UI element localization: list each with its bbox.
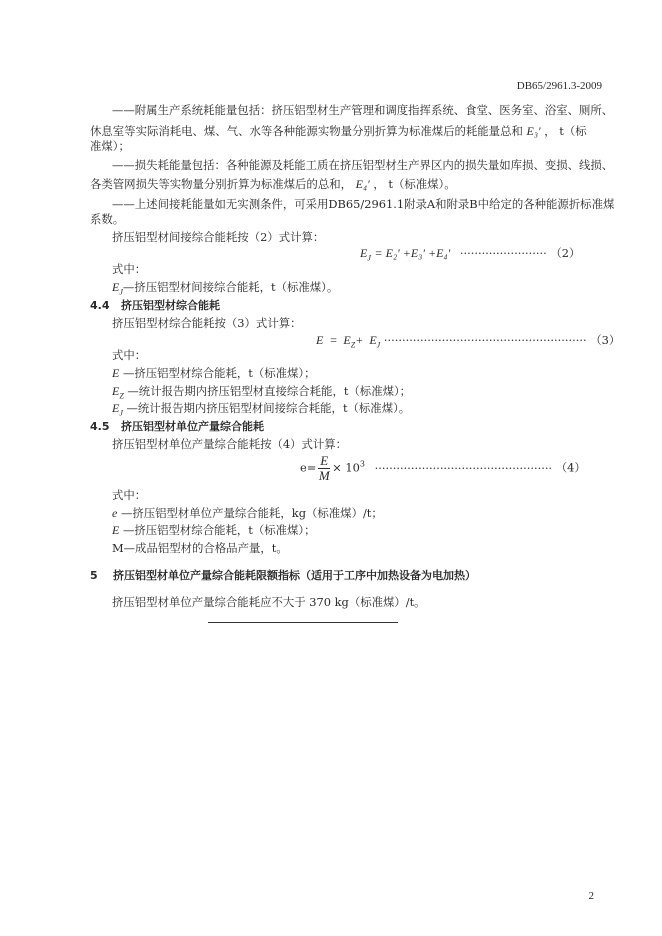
attached-line-3: 准煤）； xyxy=(90,139,130,153)
section-4-5-title: 挤压铝型材单位产量综合能耗 xyxy=(121,420,264,433)
attached-line-1: ——附属生产系统耗能量包括：挤压铝型材生产管理和调度指挥系统、食堂、医务室、浴室、厕所、 xyxy=(112,103,614,117)
section-5-number: 5 xyxy=(90,569,98,582)
page-number: 2 xyxy=(588,890,594,902)
section-4-4-title: 挤压铝型材综合能耗 xyxy=(121,299,220,312)
def-4-e-text: —挤压铝型材综合能耗，t（标准煤）； xyxy=(119,523,316,537)
formula-4-lhs: e= xyxy=(300,460,317,475)
loss-line-1: ——损失耗能量包括：各种能源及耗能工质在挤压铝型材生产界区内的损失量如库损、变损、线损、 xyxy=(112,158,614,172)
section-5-heading xyxy=(90,568,476,583)
section-4-4-number: 4.4 xyxy=(90,299,110,312)
formula-2 xyxy=(360,245,580,262)
formula-2-expr: = E₂′ +E₃′ +E₄′ xyxy=(374,246,451,260)
formula-4-denominator: M xyxy=(318,468,330,483)
attached-line-2 xyxy=(90,124,587,139)
formula-2-number: （2） xyxy=(550,246,581,260)
formula-2-lhs: $E_J$ xyxy=(360,246,371,263)
def-3-ez-symbol: $E_Z$ xyxy=(112,384,124,401)
def-4-e-lower-text: —挤压铝型材单位产量综合能耗，kg（标准煤）/t； xyxy=(117,506,383,520)
formula-4-number: （4） xyxy=(555,460,586,475)
formula-2-intro: 挤压铝型材间接综合能耗按（2）式计算： xyxy=(112,230,325,244)
formula-3 xyxy=(316,332,620,349)
formula-4-intro: 挤压铝型材单位产量综合能耗按（4）式计算： xyxy=(112,437,348,451)
loss-line-2 xyxy=(90,177,456,192)
formula-3-dots: ························································ xyxy=(383,333,587,347)
formula-3-intro: 挤压铝型材综合能耗按（3）式计算： xyxy=(112,316,302,330)
where-3: 式中： xyxy=(112,348,147,362)
attached-symbol: E₃′ xyxy=(526,124,541,138)
def-4-m: M—成品铝型材的合格品产量，t。 xyxy=(112,541,288,555)
limit-text: 挤压铝型材单位产量综合能耗应不大于 370 kg（标准煤）/t。 xyxy=(112,595,426,609)
loss-line-2-tail: ， t（标准煤）。 xyxy=(373,177,456,191)
end-rule xyxy=(208,622,398,623)
formula-4-numerator: E xyxy=(320,453,329,468)
formula-2-dots: ························ xyxy=(459,246,547,260)
where-2: 式中： xyxy=(112,262,147,276)
formula-4 xyxy=(300,454,586,483)
def-ej-symbol: $E_J$ xyxy=(112,280,123,297)
loss-symbol: E₄′ xyxy=(355,177,370,191)
attached-line-2-tail: ， t（标 xyxy=(544,124,587,138)
section-4-5-number: 4.5 xyxy=(90,420,110,433)
loss-line-2-head: 各类管网损失等实物量分别折算为标准煤后的总和， xyxy=(90,177,352,191)
formula-3-expr: $E = E_Z+ E_J$ xyxy=(316,333,381,350)
formula-4-dots: ················································· xyxy=(374,460,553,475)
nomeasure-line-1: ——上述间接耗能量如无实测条件，可采用DB65/2961.1附录A和附录B中给定的各种能源折标准煤 xyxy=(112,197,615,211)
def-ej-text: —挤压铝型材间接综合能耗，t（标准煤）。 xyxy=(122,280,339,294)
section-4-5-heading xyxy=(90,419,264,434)
def-ej xyxy=(112,280,338,299)
def-4-e-symbol: E xyxy=(112,523,120,537)
def-3-e-symbol: E xyxy=(112,366,120,380)
section-4-4-heading xyxy=(90,298,220,313)
def-3-e-text: —挤压铝型材综合能耗，t（标准煤）； xyxy=(119,366,316,380)
formula-4-exponent: 3 xyxy=(359,459,366,469)
standard-code: DB65/2961.3-2009 xyxy=(516,80,602,92)
def-3-ej-text: —统计报告期内挤压铝型材间接综合耗能，t（标准煤）。 xyxy=(122,401,411,415)
nomeasure-line-2: 系数。 xyxy=(90,212,125,226)
where-4: 式中： xyxy=(112,488,147,502)
def-3-e xyxy=(112,366,315,381)
def-3-ej-symbol: $E_J$ xyxy=(112,401,123,418)
def-4-e-lower xyxy=(112,506,383,521)
formula-4-times: × 10 xyxy=(332,460,360,475)
def-3-ej xyxy=(112,401,410,420)
def-4-e-lower-symbol: e xyxy=(112,506,118,520)
def-4-e xyxy=(112,523,315,538)
formula-4-fraction xyxy=(318,454,330,483)
section-5-title: 挤压铝型材单位产量综合能耗限额指标（适用于工序中加热设备为电加热） xyxy=(112,569,476,582)
formula-3-number: （3） xyxy=(590,333,621,347)
def-3-ez-text: —统计报告期内挤压铝型材直接综合耗能，t（标准煤）； xyxy=(123,384,412,398)
attached-line-2-text: 休息室等实际消耗电、煤、气、水等各种能源实物量分别折算为标准煤后的耗能量总和 xyxy=(90,124,523,138)
